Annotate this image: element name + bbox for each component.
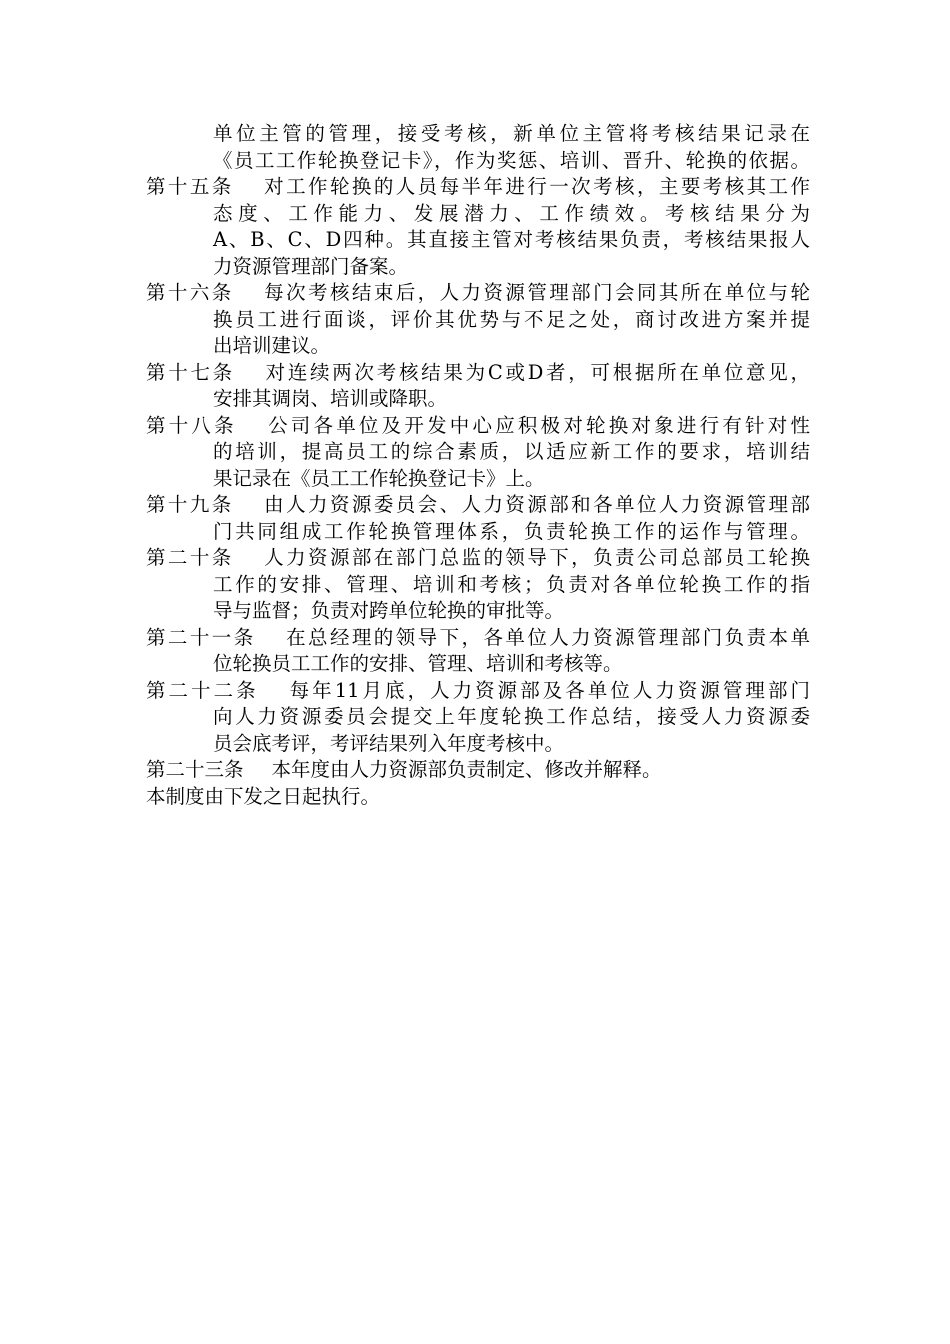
- article-number: 第二十二条: [146, 678, 259, 702]
- line-text: 态度、工作能力、发展潜力、工作绩效。考核结果分为: [213, 201, 810, 225]
- article-line: [146, 757, 810, 784]
- line-text: 向人力资源委员会提交上年度轮换工作总结，接受人力资源委: [213, 705, 810, 728]
- article-line: [146, 413, 810, 440]
- article-number: 第二十一条: [146, 625, 256, 649]
- line-text: 果记录在《员工工作轮换登记卡》上。: [213, 466, 545, 490]
- article-text: 公司各单位及开发中心应积极对轮换对象进行有针对性: [264, 413, 810, 437]
- text-line: [146, 333, 810, 360]
- text-line: [146, 784, 810, 811]
- line-text: A、B、C、D四种。其直接主管对考核结果负责，考核结果报人: [213, 228, 810, 251]
- text-line: [146, 386, 810, 413]
- article-number: 第十八条: [146, 413, 237, 437]
- article-text: 每年11月底，人力资源部及各单位人力资源管理部门: [286, 678, 810, 702]
- article-number: 第二十条: [146, 546, 234, 569]
- text-line: [146, 731, 810, 758]
- article-line: [146, 280, 810, 307]
- article-line: [146, 492, 810, 519]
- article-text: 本年度由人力资源部负责制定、修改并解释。: [271, 758, 662, 781]
- text-line: [146, 439, 810, 466]
- document-body: [146, 121, 810, 810]
- article-line: [146, 678, 810, 705]
- text-line: [146, 148, 810, 175]
- article-text: 每次考核结束后，人力资源管理部门会同其所在单位与轮: [261, 281, 810, 304]
- text-line: [146, 572, 810, 599]
- line-text: 位轮换员工工作的安排、管理、培训和考核等。: [213, 652, 623, 675]
- line-text: 力资源管理部门备案。: [213, 254, 409, 278]
- article-line: [146, 625, 810, 652]
- article-text: 对工作轮换的人员每半年进行一次考核，主要考核其工作: [261, 175, 810, 198]
- text-line: [146, 254, 810, 281]
- article-number: 第十九条: [146, 493, 234, 516]
- text-line: [146, 121, 810, 148]
- line-text: 单位主管的管理，接受考核，新单位主管将考核结果记录在: [213, 122, 810, 145]
- line-text: 门共同组成工作轮换管理体系，负责轮换工作的运作与管理。: [213, 519, 810, 543]
- article-text: 在总经理的领导下，各单位人力资源管理部门负责本单: [283, 625, 810, 649]
- article-text: 对连续两次考核结果为C或D者，可根据所在单位意见，: [262, 360, 810, 384]
- line-text: 《员工工作轮换登记卡》，作为奖惩、培训、晋升、轮换的依据。: [213, 148, 810, 172]
- text-line: [146, 201, 810, 228]
- article-line: [146, 545, 810, 572]
- text-line: [146, 307, 810, 334]
- article-line: [146, 174, 810, 201]
- line-text: 换员工进行面谈，评价其优势与不足之处，商讨改进方案并提: [213, 307, 810, 331]
- article-number: 第十五条: [146, 175, 234, 198]
- line-text: 工作的安排、管理、培训和考核；负责对各单位轮换工作的指: [213, 572, 810, 596]
- article-text: 人力资源部在部门总监的领导下，负责公司总部员工轮换: [261, 546, 810, 569]
- text-line: [146, 598, 810, 625]
- line-text: 导与监督；负责对跨单位轮换的审批等。: [213, 599, 565, 622]
- line-text: 的培训，提高员工的综合素质，以适应新工作的要求，培训结: [213, 440, 810, 463]
- line-text: 安排其调岗、培训或降职。: [213, 387, 448, 410]
- article-text: 由人力资源委员会、人力资源部和各单位人力资源管理部: [261, 493, 810, 516]
- text-line: [146, 227, 810, 254]
- article-number: 第十七条: [146, 360, 235, 384]
- text-line: [146, 704, 810, 731]
- text-line: [146, 519, 810, 546]
- article-number: 第十六条: [146, 281, 234, 304]
- article-line: [146, 360, 810, 387]
- line-text: 出培训建议。: [213, 334, 331, 357]
- article-number: 第二十三条: [146, 758, 244, 781]
- text-line: [146, 651, 810, 678]
- line-text: 员会底考评，考评结果列入年度考核中。: [213, 731, 565, 755]
- text-line: [146, 466, 810, 493]
- line-text: 本制度由下发之日起执行。: [146, 784, 381, 808]
